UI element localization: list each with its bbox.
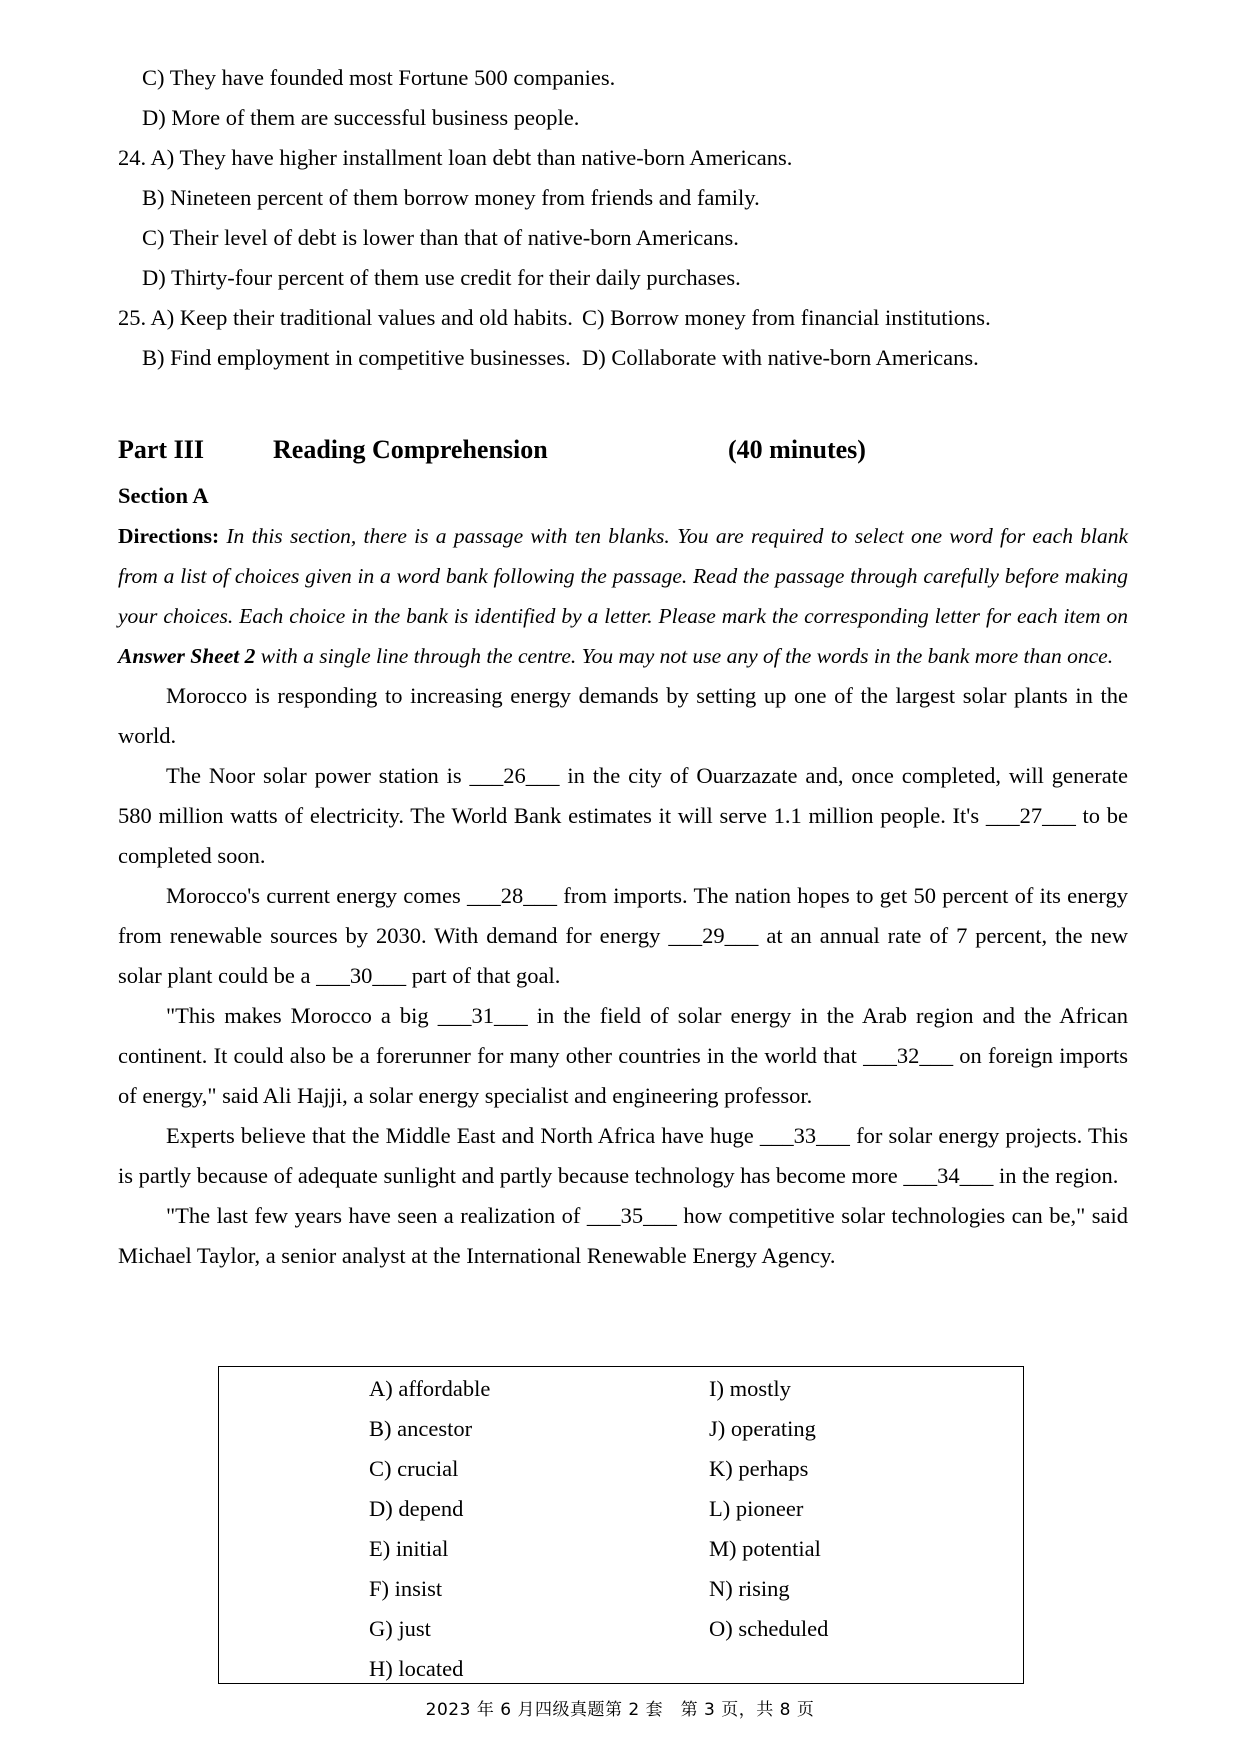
word-bank-item: I) mostly — [709, 1376, 791, 1401]
blank-26: ___26___ — [469, 763, 560, 788]
directions-text-2: with a single line through the centre. You may not use any of the words in the bank more than once. — [255, 644, 1114, 668]
passage-text: "The last few years have seen a realization of — [166, 1203, 587, 1228]
directions — [118, 516, 1128, 676]
passage-text: "This makes Morocco a big — [166, 1003, 438, 1028]
q25-option-b: B) Find employment in competitive businesses. — [142, 345, 571, 370]
q23-option-d: D) More of them are successful business people. — [142, 105, 580, 130]
passage-text: to be completed soon. — [118, 803, 1128, 868]
passage-text: in the field of solar energy in the Arab region and the African continent. It could also be a forerunner for many other countries in the world that — [118, 1003, 1128, 1068]
q25-option-a: 25. A) Keep their traditional values and old habits. — [118, 305, 573, 330]
directions-label: Directions: — [118, 524, 220, 548]
word-bank — [218, 1366, 1024, 1684]
directions-text-1: In this section, there is a passage with ten blanks. You are required to select one word for each blank from a list of choices given in a word bank following the passage. Read the passage through carefully before making your choices. Each choice in the bank is identified by a letter. Please mark the corresponding letter for each item on — [118, 524, 1128, 628]
passage-text: Experts believe that the Middle East and North Africa have huge — [166, 1123, 760, 1148]
passage-text: from imports. The nation hopes to get 50 percent of its energy from renewable sources by 2030. With demand for energy — [118, 883, 1128, 948]
part-title: Reading Comprehension — [273, 435, 548, 464]
blank-34: ___34___ — [903, 1163, 994, 1188]
q24-option-b: B) Nineteen percent of them borrow money from friends and family. — [142, 185, 760, 210]
q25-option-d: D) Collaborate with native-born Americans. — [582, 345, 979, 370]
q24-option-d: D) Thirty-four percent of them use credit for their daily purchases. — [142, 265, 741, 290]
blank-27: ___27___ — [985, 803, 1076, 828]
page-footer: 2023 年 6 月四级真题第 2 套 第 3 页，共 8 页 — [425, 1700, 815, 1720]
word-bank-item: O) scheduled — [709, 1616, 829, 1641]
q25-row-2 — [118, 338, 979, 378]
word-bank-item: A) affordable — [369, 1376, 491, 1401]
passage-text: Morocco's current energy comes — [166, 883, 468, 908]
q24-option-c: C) Their level of debt is lower than that of native-born Americans. — [142, 225, 739, 250]
q25-option-c: C) Borrow money from financial institutions. — [582, 305, 991, 330]
word-bank-item: L) pioneer — [709, 1496, 804, 1521]
passage-paragraph-5 — [118, 1116, 1128, 1196]
blank-33: ___33___ — [759, 1123, 850, 1148]
passage-text: in the city of Ouarzazate and, once completed, will generate 580 million watts of electricity. The World Bank estimates it will serve 1.1 million people. It's — [118, 763, 1128, 828]
passage-text: how competitive solar technologies can be," said Michael Taylor, a senior analyst at the International Renewable Energy Agency. — [118, 1203, 1128, 1268]
passage-text: for solar energy projects. This is partly because of adequate sunlight and partly because technology has become more — [118, 1123, 1128, 1188]
blank-31: ___31___ — [437, 1003, 528, 1028]
q24-option-a: 24. A) They have higher installment loan debt than native-born Americans. — [118, 145, 793, 170]
passage-paragraph-6 — [118, 1196, 1128, 1276]
passage-paragraph-3 — [118, 876, 1128, 996]
passage-paragraph-4 — [118, 996, 1128, 1116]
part-time: (40 minutes) — [728, 435, 866, 464]
part-label: Part III — [118, 435, 204, 464]
word-bank-right-column — [709, 1369, 828, 1649]
word-bank-item: C) crucial — [369, 1456, 459, 1481]
word-bank-item: F) insist — [369, 1576, 443, 1601]
directions-answer-sheet: Answer Sheet 2 — [118, 644, 256, 668]
blank-35: ___35___ — [586, 1203, 677, 1228]
word-bank-item: H) located — [369, 1656, 464, 1681]
word-bank-item: D) depend — [369, 1496, 464, 1521]
word-bank-item: E) initial — [369, 1536, 449, 1561]
passage-text: at an annual rate of 7 percent, the new solar plant could be a — [118, 923, 1128, 988]
q23-option-c: C) They have founded most Fortune 500 companies. — [142, 65, 616, 90]
blank-29: ___29___ — [668, 923, 759, 948]
exam-page — [118, 58, 1128, 1276]
word-bank-item: N) rising — [709, 1576, 790, 1601]
blank-28: ___28___ — [467, 883, 558, 908]
word-bank-item: K) perhaps — [709, 1456, 809, 1481]
blank-30: ___30___ — [316, 963, 407, 988]
q25-row-1 — [118, 298, 991, 338]
part-heading — [118, 428, 1128, 472]
passage-text: The Noor solar power station is — [166, 763, 470, 788]
word-bank-item: B) ancestor — [369, 1416, 473, 1441]
passage-text: in the region. — [993, 1163, 1119, 1188]
passage-paragraph-1: Morocco is responding to increasing energy demands by setting up one of the largest solar plants in the world. — [118, 683, 1128, 748]
word-bank-item: J) operating — [709, 1416, 816, 1441]
blank-32: ___32___ — [863, 1043, 954, 1068]
word-bank-left-column — [369, 1369, 490, 1689]
word-bank-item: M) potential — [709, 1536, 821, 1561]
passage-text: part of that goal. — [406, 963, 561, 988]
passage-paragraph-2 — [118, 756, 1128, 876]
section-title: Section A — [118, 483, 209, 508]
passage-text: on foreign imports of energy," said Ali Hajji, a solar energy specialist and engineering professor. — [118, 1043, 1128, 1108]
word-bank-item: G) just — [369, 1616, 431, 1641]
